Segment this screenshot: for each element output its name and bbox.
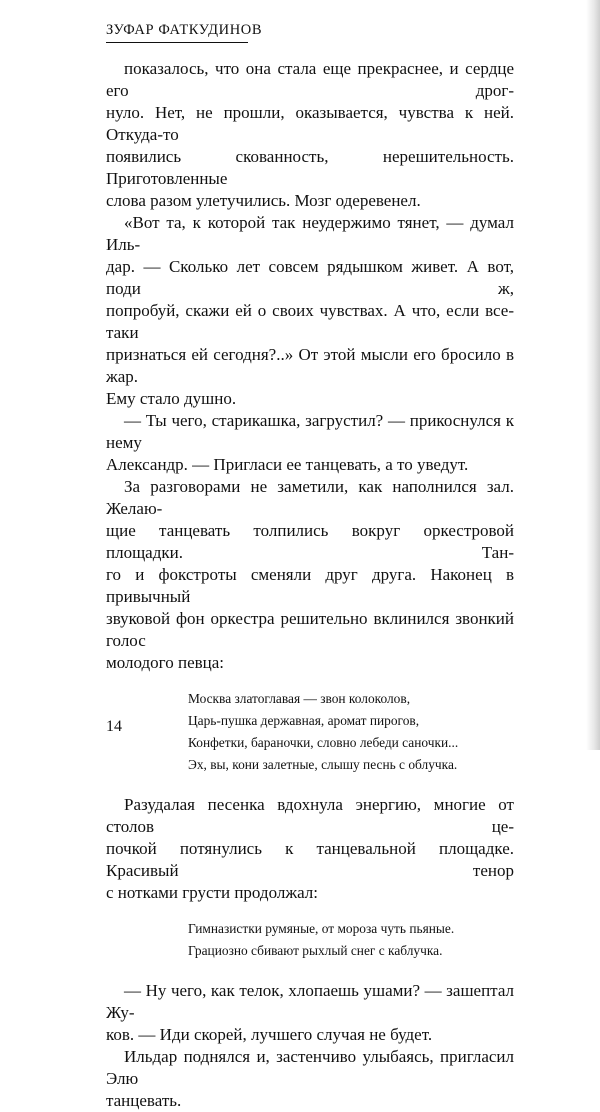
text-line: с нотками грусти продолжал: — [106, 883, 318, 902]
text-line: Ему стало душно. — [106, 389, 237, 408]
text-line: Александр. — Пригласи ее танцевать, а то уведут. — [106, 455, 469, 474]
paragraph-group-1 — [106, 58, 514, 674]
verse-line: Конфетки, бараночки, словно лебеди саночки... — [188, 735, 459, 750]
verse-line: Царь-пушка державная, аромат пирогов, — [188, 713, 420, 728]
text-line: го и фокстроты сменяли друг друга. Наконец в привычный — [106, 565, 514, 606]
page-body — [106, 58, 514, 1112]
verse-line: Грациозно сбивают рыхлый снег с каблучка. — [188, 943, 443, 958]
text-line: — Ну чего, как телок, хлопаешь ушами? — зашептал Жу- — [106, 981, 514, 1022]
verse-block-2 — [188, 918, 514, 962]
text-line: Разудалая песенка вдохнула энергию, многие от столов це- — [106, 795, 514, 836]
text-line: нуло. Нет, не прошли, оказывается, чувства к ней. Откуда-то — [106, 103, 514, 144]
text-line: показалось, что она стала еще прекраснее, и сердце его дрог- — [106, 59, 514, 100]
page-number: 14 — [106, 718, 122, 735]
text-line: ков. — Иди скорей, лучшего случая не будет. — [106, 1025, 433, 1044]
text-line: щие танцевать толпились вокруг оркестровой площадки. Тан- — [106, 521, 514, 562]
paragraph-group-2 — [106, 794, 514, 904]
verse-line: Эх, вы, кони залетные, слышу песнь с облучка. — [188, 757, 458, 772]
verse-block-1 — [188, 688, 514, 776]
verse-line: Гимназистки румяные, от мороза чуть пьяные. — [188, 921, 455, 936]
text-line: Ильдар поднялся и, застенчиво улыбаясь, пригласил Элю — [106, 1047, 514, 1088]
text-line: появились скованность, нерешительность. Приготовленные — [106, 147, 514, 188]
paragraph-group-3 — [106, 980, 514, 1112]
text-line: — Ты чего, старикашка, загрустил? — прикоснулся к нему — [106, 411, 514, 452]
text-line: За разговорами не заметили, как наполнился зал. Желаю- — [106, 477, 514, 518]
text-line: звуковой фон оркестра решительно вклинился звонкий голос — [106, 609, 514, 650]
text-line: попробуй, скажи ей о своих чувствах. А что, если все-таки — [106, 301, 514, 342]
text-line: танцевать. — [106, 1091, 182, 1110]
text-line: дар. — Сколько лет совсем рядышком живет. А вот, поди ж, — [106, 257, 514, 298]
text-line: молодого певца: — [106, 653, 225, 672]
page-edge-shadow — [586, 0, 600, 750]
text-line: почкой потянулись к танцевальной площадке. Красивый тенор — [106, 839, 514, 880]
text-line: признаться ей сегодня?..» От этой мысли его бросило в жар. — [106, 345, 514, 386]
verse-line: Москва златоглавая — звон колоколов, — [188, 691, 411, 706]
text-line: «Вот та, к которой так неудержимо тянет, — думал Иль- — [106, 213, 514, 254]
running-header-author: ЗУФАР ФАТКУДИНОВ — [106, 22, 248, 43]
text-line: слова разом улетучились. Мозг одеревенел. — [106, 191, 421, 210]
